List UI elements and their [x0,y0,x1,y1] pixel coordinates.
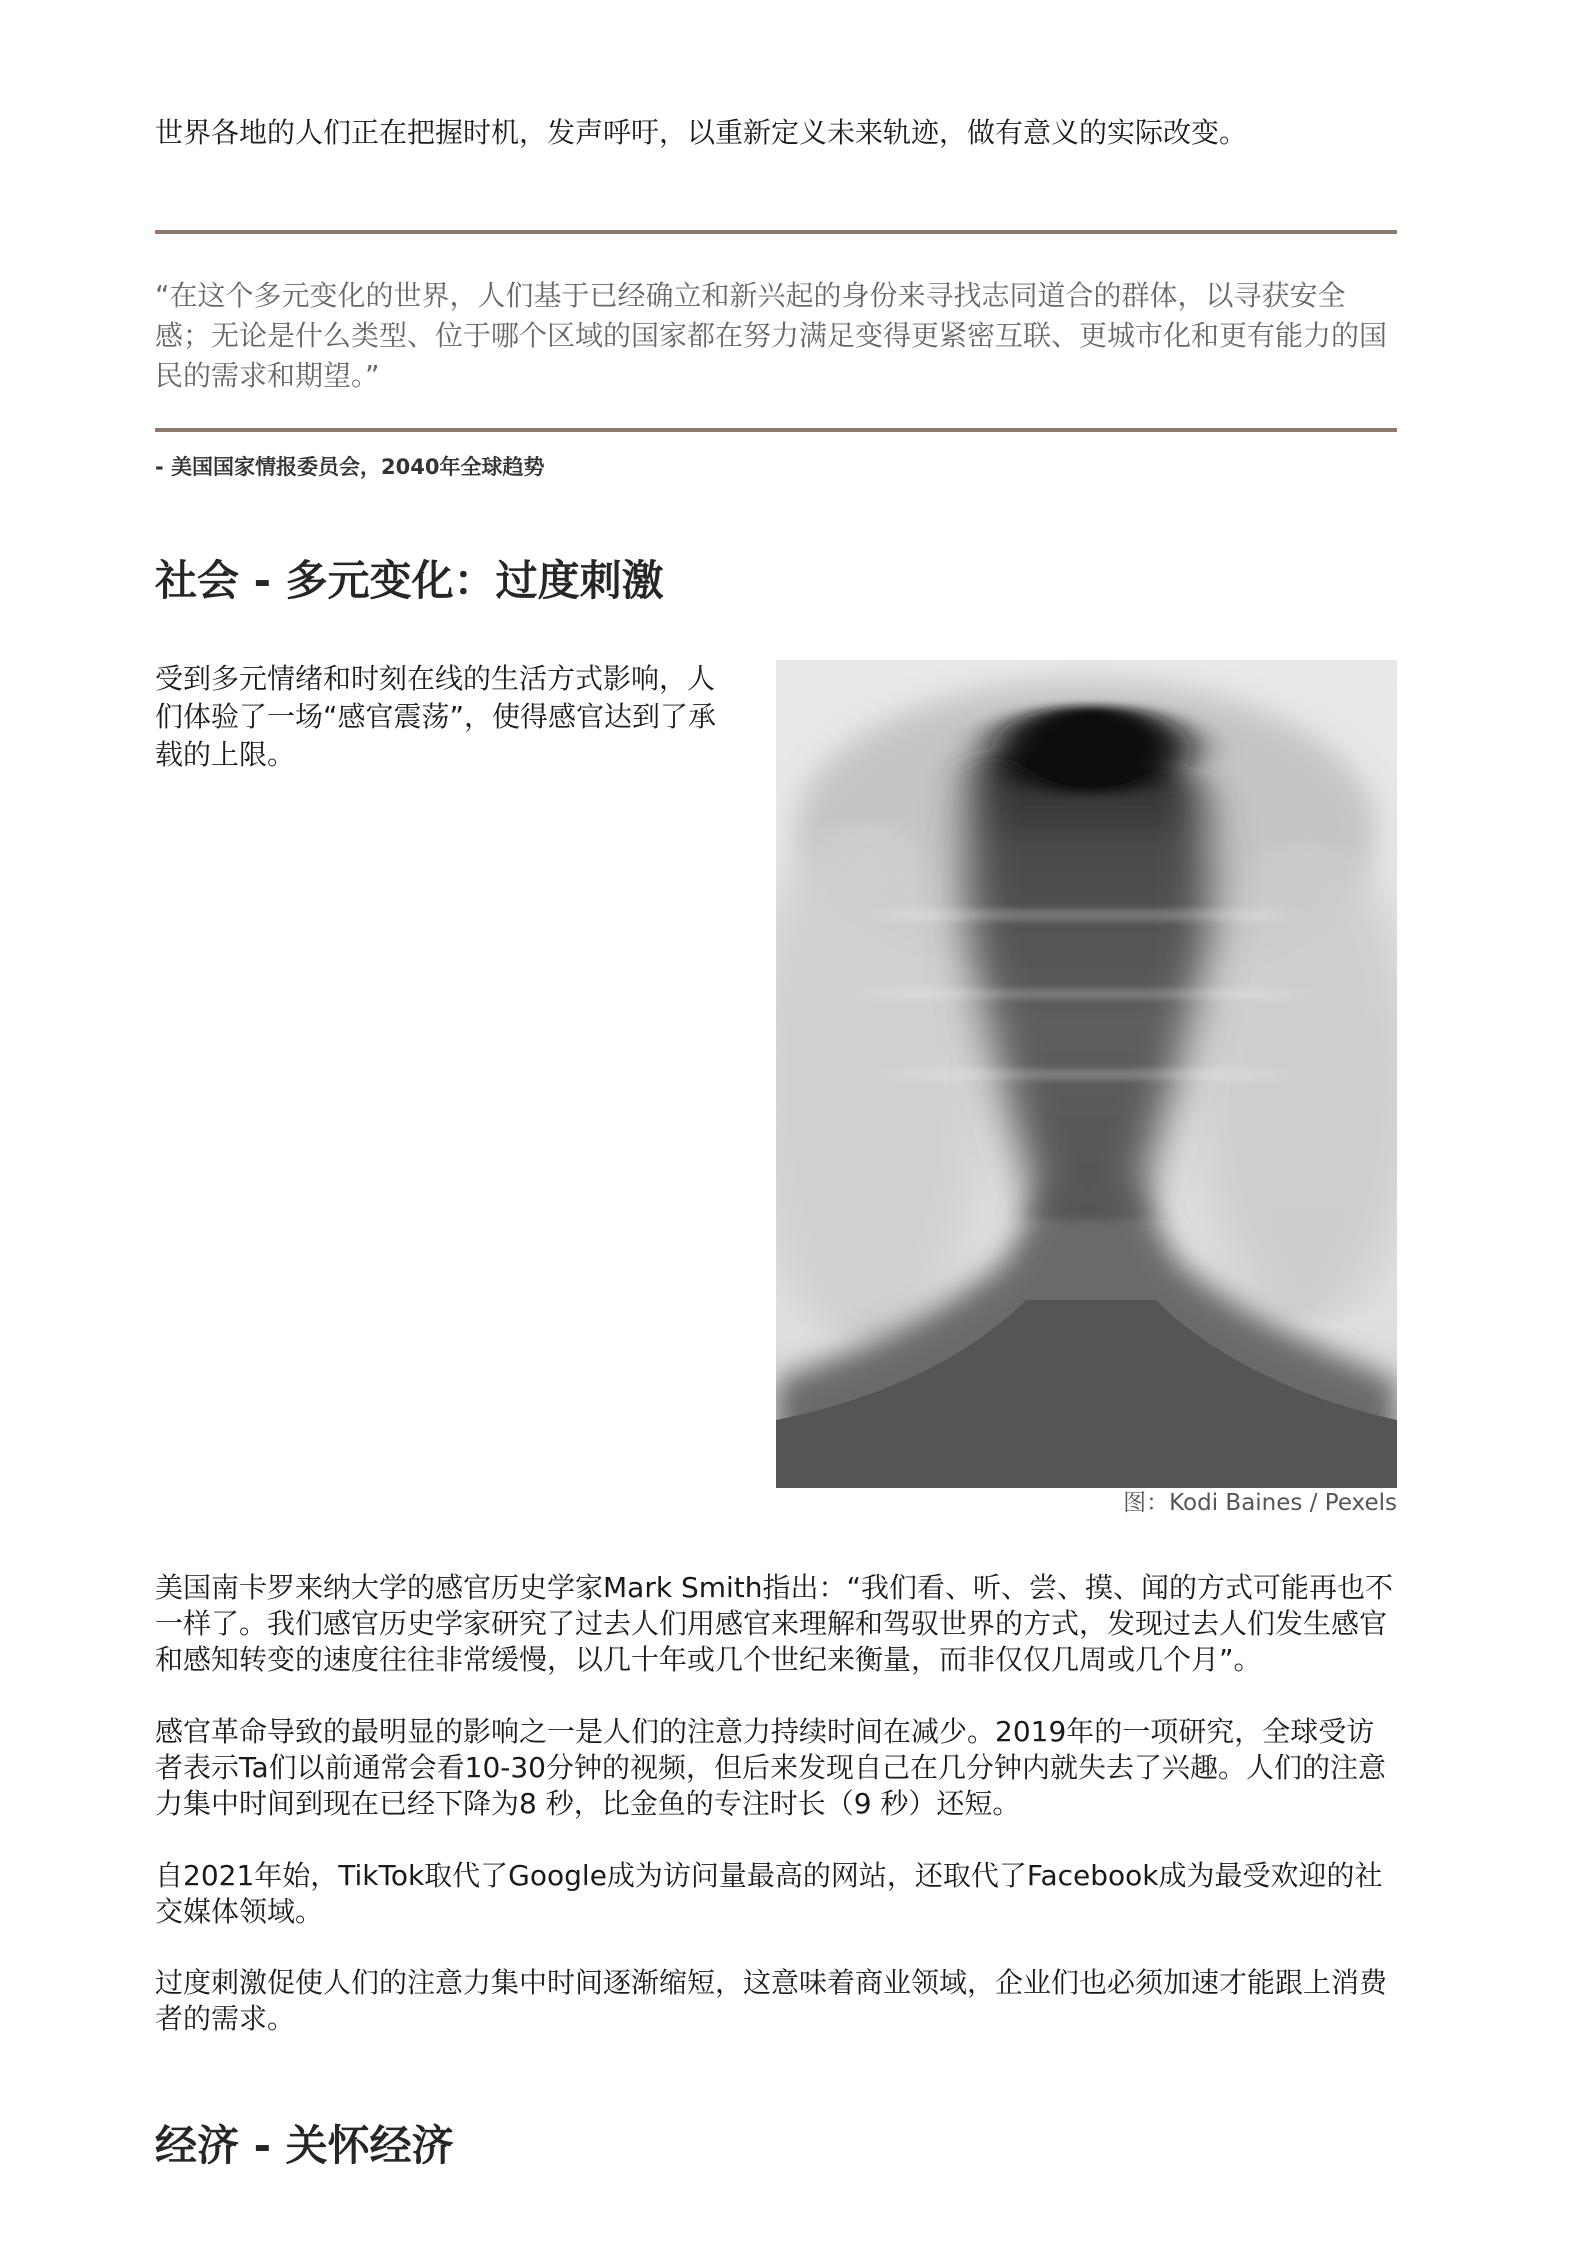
quote-attribution: - 美国国家情报委员会，2040年全球趋势 [155,455,545,479]
quote-top-rule [155,230,1397,234]
body-paragraph: 自2021年始，TikTok取代了Google成为访问量最高的网站，还取代了Facebook成为最受欢迎的社交媒体领域。 [155,1859,1383,1928]
pull-quote: “在这个多元变化的世界，人们基于已经确立和新兴起的身份来寻找志同道合的群体，以寻获安全感；无论是什么类型、位于哪个区域的国家都在努力满足变得更紧密互联、更城市化和更有能力的国民的需求和期望。” [155,279,1388,392]
section-heading-economy: 经济 - 关怀经济 [155,2121,454,2170]
section-heading-society: 社会 - 多元变化：过度刺激 [155,556,664,605]
intro-paragraph: 世界各地的人们正在把握时机，发声呼吁，以重新定义未来轨迹，做有意义的实际改变。 [155,116,1248,149]
body-paragraph: 感官革命导致的最明显的影响之一是人们的注意力持续时间在减少。2019年的一项研究，全球受访者表示Ta们以前通常会看10-30分钟的视频，但后来发现自己在几分钟内就失去了兴趣。人们的注意力集中时间到现在已经下降为8 秒，比金鱼的专注时长（9 秒）还短。 [155,1715,1386,1820]
quote-bottom-rule [155,428,1397,432]
image-caption: 图：Kodi Baines / Pexels [1123,1490,1397,1516]
side-text: 受到多元情绪和时刻在线的生活方式影响，人们体验了一场“感官震荡”，使得感官达到了承载的上限。 [155,662,717,771]
portrait-illustration [776,660,1397,1488]
body-paragraph: 过度刺激促使人们的注意力集中时间逐渐缩短，这意味着商业领域，企业们也必须加速才能跟上消费者的需求。 [155,1966,1388,2035]
body-paragraph: 美国南卡罗来纳大学的感官历史学家Mark Smith指出：“我们看、听、尝、摸、闻的方式可能再也不一样了。我们感官历史学家研究了过去人们用感官来理解和驾驭世界的方式，发现过去人们发生感官和感知转变的速度往往非常缓慢，以几十年或几个世纪来衡量，而非仅仅几周或几个月”。 [155,1571,1394,1676]
blurred-portrait-image [776,660,1397,1488]
